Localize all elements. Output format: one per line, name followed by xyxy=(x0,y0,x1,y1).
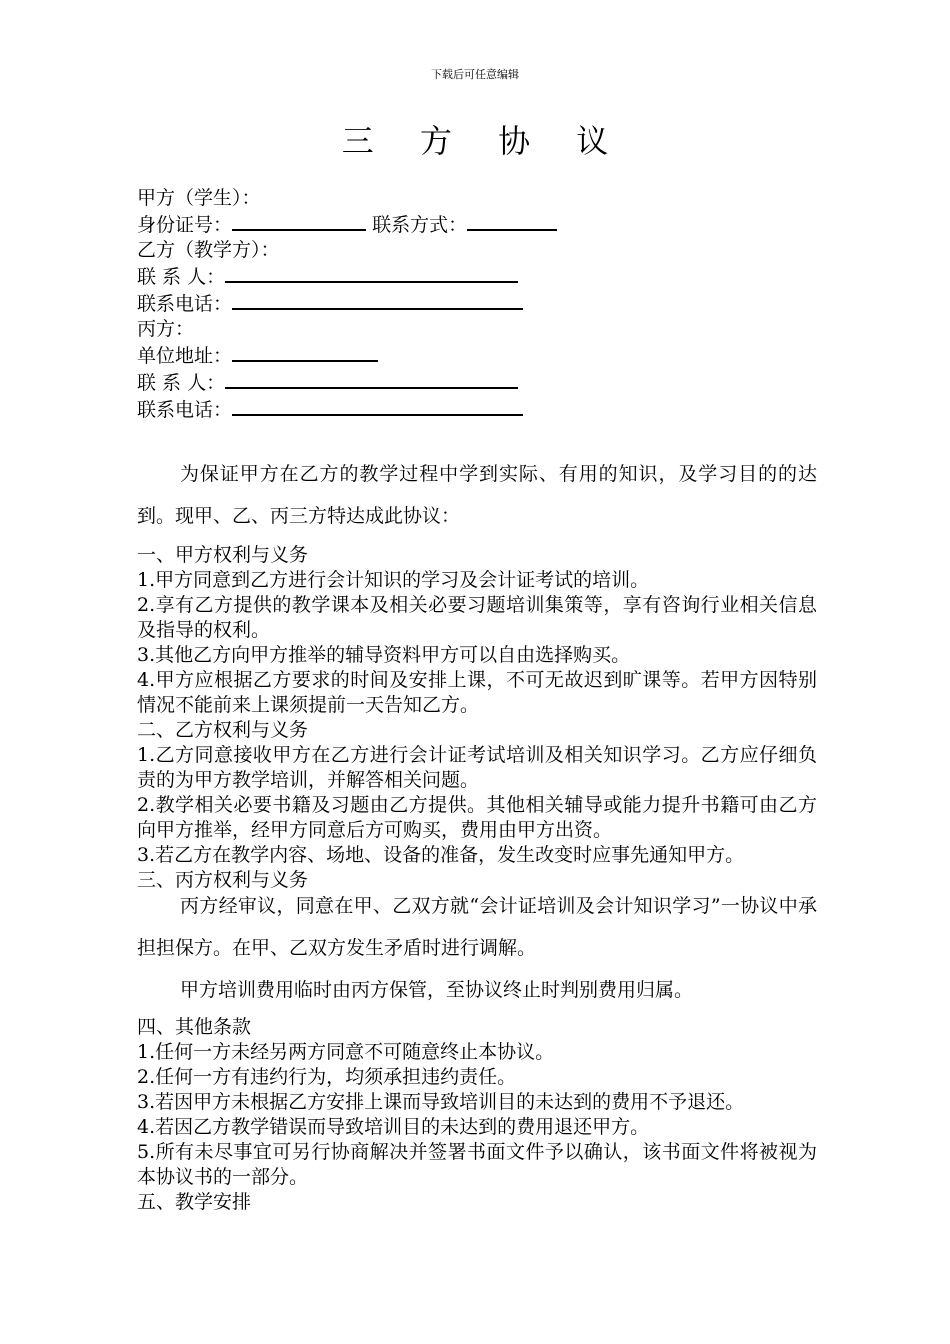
party-c-contact-person-blank[interactable] xyxy=(225,369,518,389)
section-1-item: 4.甲方应根据乙方要求的时间及安排上课，不可无故迟到旷课等。若甲方因特别情况不能前来上课须提前一天告知乙方。 xyxy=(137,669,817,716)
party-b-label: 乙方（教学方）： xyxy=(137,239,280,261)
document-body xyxy=(137,186,817,1215)
section-1-item: 1.甲方同意到乙方进行会计知识的学习及会计证考试的培训。 xyxy=(137,569,650,591)
section-5-heading: 五、教学安排 xyxy=(137,1191,252,1213)
contact-method-label: 联系方式： xyxy=(372,214,468,236)
section-2-item: 2.教学相关必要书籍及习题由乙方提供。其他相关辅导或能力提升书籍可由乙方向甲方推举，经甲方同意后方可购买，费用由甲方出资。 xyxy=(137,794,817,841)
section-2-item: 1.乙方同意接收甲方在乙方进行会计证考试培训及相关知识学习。乙方应仔细负责的为甲方教学培训，并解答相关问题。 xyxy=(137,744,817,791)
section-4-item: 5.所有未尽事宜可另行协商解决并签署书面文件予以确认，该书面文件将被视为本协议书的一部分。 xyxy=(137,1141,817,1188)
id-number-label: 身份证号： xyxy=(137,214,233,236)
party-c-address-row xyxy=(137,342,817,369)
section-2-heading: 二、乙方权利与义务 xyxy=(137,719,309,741)
party-c-contact-row xyxy=(137,369,817,396)
contact-method-blank[interactable] xyxy=(467,211,557,231)
party-b-phone-row xyxy=(137,290,817,317)
section-2-item: 3.若乙方在教学内容、场地、设备的准备，发生改变时应事先通知甲方。 xyxy=(137,844,745,866)
party-b-contact-person-blank[interactable] xyxy=(225,263,518,283)
party-c-address-blank[interactable] xyxy=(232,342,378,362)
party-a-label: 甲方（学生）： xyxy=(137,187,261,209)
party-c-phone-row xyxy=(137,396,817,423)
section-4-item: 2.任何一方有违约行为，均须承担违约责任。 xyxy=(137,1066,517,1088)
party-c-address-label: 单位地址： xyxy=(137,345,233,367)
section-3-paragraph: 丙方经审议，同意在甲、乙双方就“会计证培训及会计知识学习”一协议中承担担保方。在甲、乙双方发生矛盾时进行调解。 xyxy=(137,895,817,959)
section-4-heading: 四、其他条款 xyxy=(137,1016,252,1038)
party-c-label: 丙方： xyxy=(137,318,195,340)
section-4-item: 1.任何一方未经另两方同意不可随意终止本协议。 xyxy=(137,1041,555,1063)
section-4-item: 4.若因乙方教学错误而导致培训目的未达到的费用退还甲方。 xyxy=(137,1116,650,1138)
id-contact-row xyxy=(137,211,817,238)
party-b-contact-row xyxy=(137,263,817,290)
party-c-phone-label: 联系电话： xyxy=(137,399,233,421)
party-c-phone-blank[interactable] xyxy=(232,396,523,416)
document-title: 三 方 协 议 xyxy=(341,122,627,160)
section-1-item: 3.其他乙方向甲方推举的辅导资料甲方可以自由选择购买。 xyxy=(137,644,631,666)
party-c-contact-person-label: 联 系 人： xyxy=(137,372,226,394)
section-3-paragraph: 甲方培训费用临时由丙方保管，至协议终止时判别费用归属。 xyxy=(180,979,694,1001)
id-number-blank[interactable] xyxy=(232,211,366,231)
page-header-note: 下载后可任意编辑 xyxy=(431,68,519,81)
party-b-phone-label: 联系电话： xyxy=(137,293,233,315)
section-1-item: 2.享有乙方提供的教学课本及相关必要习题培训集策等，享有咨询行业相关信息及指导的权利。 xyxy=(137,594,817,641)
intro-paragraph: 为保证甲方在乙方的教学过程中学到实际、有用的知识，及学习目的的达到。现甲、乙、丙三方特达成此协议： xyxy=(137,463,817,527)
section-3-heading: 三、丙方权利与义务 xyxy=(137,869,309,891)
section-1-heading: 一、甲方权利与义务 xyxy=(137,544,309,566)
party-b-contact-person-label: 联 系 人： xyxy=(137,266,226,288)
section-4-item: 3.若因甲方未根据乙方安排上课而导致培训目的未达到的费用不予退还。 xyxy=(137,1091,745,1113)
party-b-phone-blank[interactable] xyxy=(232,290,523,310)
